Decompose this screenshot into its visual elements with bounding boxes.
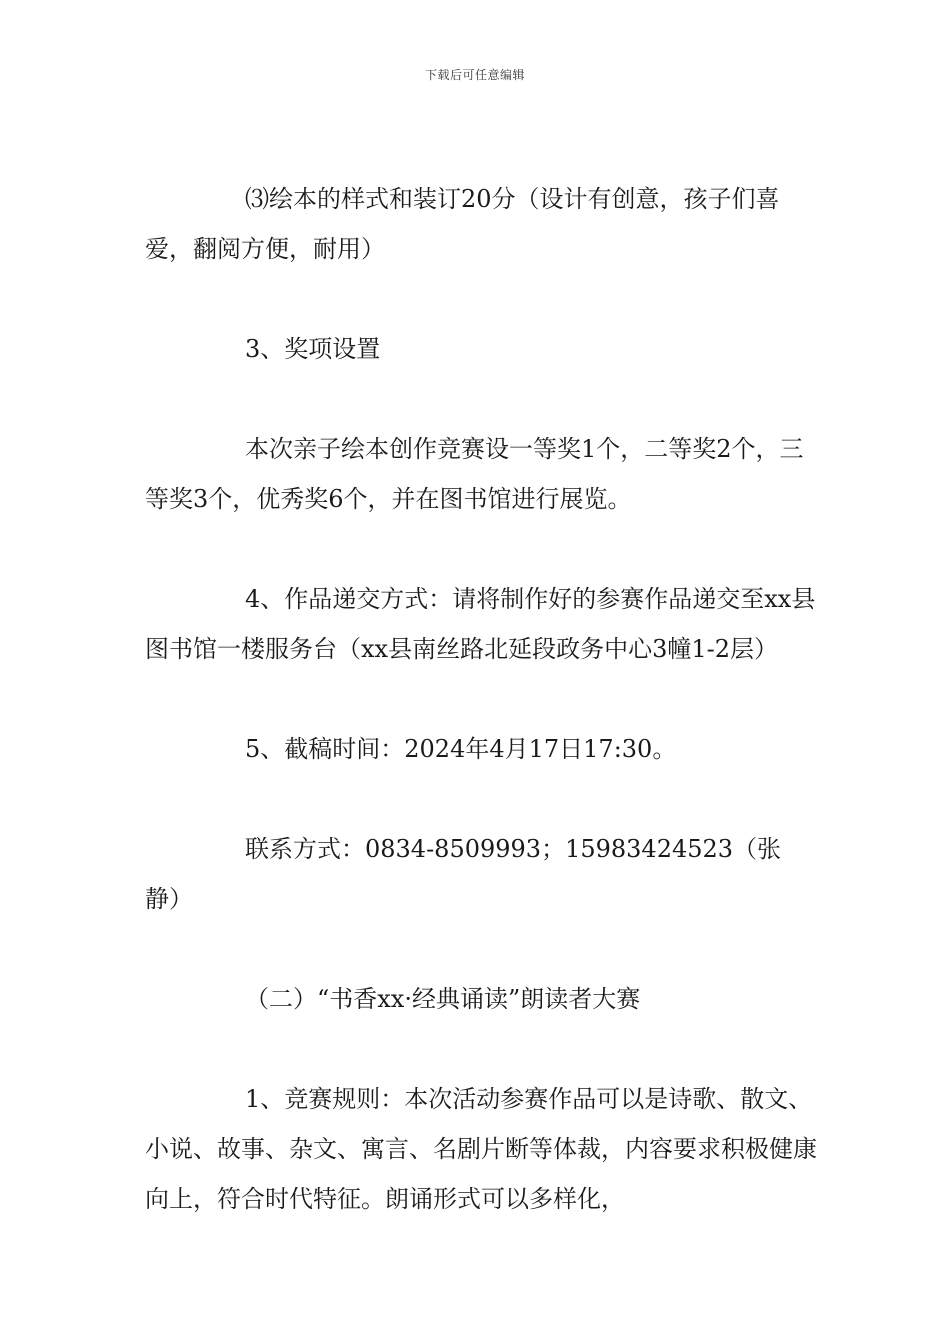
page-header: 下载后可任意编辑 [424, 68, 525, 82]
paragraph-deadline: 5、截稿时间：2024年4月17日17:30。 [245, 735, 677, 763]
paragraph-binding-score: ⑶绘本的样式和装订20分（设计有创意，孩子们喜爱，翻阅方便，耐用） [145, 185, 780, 263]
paragraph-section-title: （二）“书香xx·经典诵读”朗读者大赛 [245, 985, 641, 1013]
paragraph-submission-method: 4、作品递交方式：请将制作好的参赛作品递交至xx县图书馆一楼服务台（xx县南丝路北延段政务中心3幢1-2层） [145, 585, 816, 663]
paragraph-award-details: 本次亲子绘本创作竞赛设一等奖1个，二等奖2个，三等奖3个，优秀奖6个，并在图书馆进行展览。 [145, 435, 804, 513]
document-body [145, 174, 817, 1224]
paragraph-contact: 联系方式：0834-8509993；15983424523（张静） [145, 835, 782, 913]
paragraph-competition-rules: 1、竞赛规则：本次活动参赛作品可以是诗歌、散文、小说、故事、杂文、寓言、名剧片断等体裁，内容要求积极健康向上，符合时代特征。朗诵形式可以多样化， [145, 1085, 817, 1213]
paragraph-award-heading: 3、奖项设置 [245, 335, 381, 363]
